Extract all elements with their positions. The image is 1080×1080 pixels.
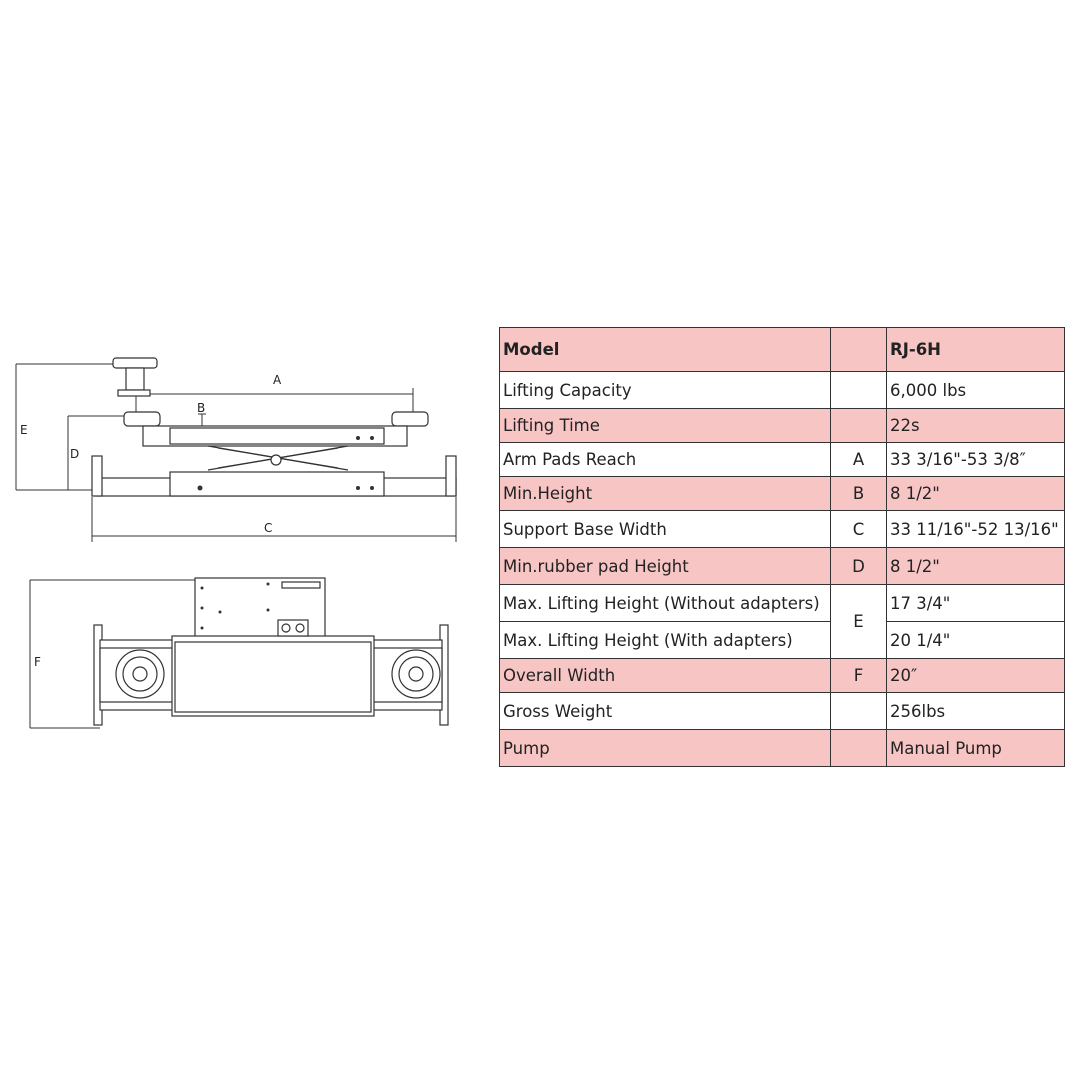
row-dimension: D bbox=[831, 548, 887, 585]
row-parameter: Support Base Width bbox=[500, 511, 831, 548]
table-row bbox=[500, 511, 1065, 548]
row-value: 22s bbox=[887, 409, 1065, 443]
row-value: 6,000 lbs bbox=[887, 372, 1065, 409]
row-value: 8 1/2" bbox=[887, 477, 1065, 511]
label-e: E bbox=[20, 423, 28, 437]
row-value: 20″ bbox=[887, 659, 1065, 693]
row-parameter: Gross Weight bbox=[500, 693, 831, 730]
row-parameter: Min.Height bbox=[500, 477, 831, 511]
table-row bbox=[500, 548, 1065, 585]
side-view-diagram bbox=[8, 352, 478, 552]
table-header-row bbox=[500, 328, 1065, 372]
header-parameter: Model bbox=[500, 328, 831, 372]
row-dimension: C bbox=[831, 511, 887, 548]
row-parameter: Arm Pads Reach bbox=[500, 443, 831, 477]
table-row bbox=[500, 585, 1065, 622]
row-value: 33 3/16"-53 3/8″ bbox=[887, 443, 1065, 477]
row-value: Manual Pump bbox=[887, 730, 1065, 767]
label-d: D bbox=[70, 447, 80, 461]
label-a: A bbox=[273, 373, 282, 387]
row-value: 33 11/16"-52 13/16" bbox=[887, 511, 1065, 548]
label-b: B bbox=[197, 401, 206, 415]
row-value: 8 1/2" bbox=[887, 548, 1065, 585]
row-parameter: Min.rubber pad Height bbox=[500, 548, 831, 585]
row-dimension: A bbox=[831, 443, 887, 477]
row-value: 256lbs bbox=[887, 693, 1065, 730]
table-row bbox=[500, 693, 1065, 730]
row-dimension bbox=[831, 409, 887, 443]
row-dimension: E bbox=[831, 585, 887, 659]
row-value: 20 1/4" bbox=[887, 622, 1065, 659]
row-value: 17 3/4" bbox=[887, 585, 1065, 622]
top-view-diagram bbox=[20, 570, 470, 740]
row-dimension bbox=[831, 372, 887, 409]
table-row bbox=[500, 659, 1065, 693]
row-parameter: Pump bbox=[500, 730, 831, 767]
jack-top-outline bbox=[94, 578, 448, 725]
table-row bbox=[500, 730, 1065, 767]
row-parameter: Overall Width bbox=[500, 659, 831, 693]
label-c: C bbox=[264, 521, 273, 535]
table-row bbox=[500, 372, 1065, 409]
row-dimension: B bbox=[831, 477, 887, 511]
row-parameter: Max. Lifting Height (Without adapters) bbox=[500, 585, 831, 622]
table-row bbox=[500, 409, 1065, 443]
header-value: RJ-6H bbox=[887, 328, 1065, 372]
row-parameter: Lifting Capacity bbox=[500, 372, 831, 409]
spec-table bbox=[499, 327, 1065, 767]
table-row bbox=[500, 443, 1065, 477]
table-row bbox=[500, 477, 1065, 511]
row-dimension bbox=[831, 730, 887, 767]
table-row bbox=[500, 622, 1065, 659]
header-dimension bbox=[831, 328, 887, 372]
row-dimension bbox=[831, 693, 887, 730]
row-parameter: Lifting Time bbox=[500, 409, 831, 443]
row-parameter: Max. Lifting Height (With adapters) bbox=[500, 622, 831, 659]
label-f: F bbox=[34, 655, 41, 669]
row-dimension: F bbox=[831, 659, 887, 693]
